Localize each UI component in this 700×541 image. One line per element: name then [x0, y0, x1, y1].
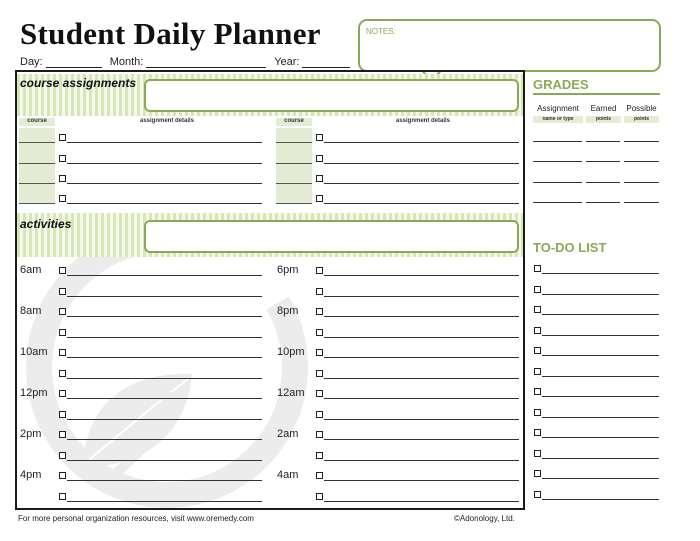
main-planner-box — [15, 70, 525, 510]
year-label: Year: — [274, 56, 300, 68]
day-field[interactable] — [46, 56, 102, 68]
grades-col-earned: Earned — [590, 104, 617, 113]
todo-line[interactable] — [542, 314, 659, 315]
activity-line[interactable] — [67, 275, 262, 276]
activity-line[interactable] — [67, 378, 262, 379]
activity-checkbox[interactable] — [316, 329, 323, 336]
activity-line[interactable] — [324, 419, 519, 420]
activity-line[interactable] — [324, 357, 519, 358]
course-line[interactable] — [276, 163, 312, 164]
time-label: 8am — [20, 305, 42, 317]
grade-line[interactable] — [624, 161, 659, 162]
activity-line[interactable] — [67, 480, 262, 481]
footer-copyright: ©Adonology, Ltd. — [454, 514, 515, 523]
month-field[interactable] — [146, 56, 266, 68]
assignment-checkbox[interactable] — [59, 134, 66, 141]
page-title: Student Daily Planner — [20, 16, 321, 51]
grades-underline — [533, 93, 660, 95]
time-label: 8pm — [277, 305, 299, 317]
notes-box[interactable] — [358, 19, 661, 72]
course-line[interactable] — [276, 203, 312, 204]
activity-checkbox[interactable] — [316, 267, 323, 274]
course-line[interactable] — [19, 163, 55, 164]
todo-checkbox[interactable] — [534, 470, 541, 477]
details-col-header-right: assignment details — [395, 118, 451, 124]
grade-line[interactable] — [586, 202, 620, 203]
grade-line[interactable] — [586, 182, 620, 183]
assignment-line[interactable] — [324, 142, 519, 143]
assignment-checkbox[interactable] — [59, 195, 66, 202]
activity-line[interactable] — [67, 419, 262, 420]
activity-checkbox[interactable] — [316, 472, 323, 479]
course-line[interactable] — [276, 142, 312, 143]
todo-checkbox[interactable] — [534, 409, 541, 416]
time-label: 2am — [277, 428, 299, 440]
assignment-checkbox[interactable] — [59, 175, 66, 182]
time-label: 6am — [20, 264, 42, 276]
activity-checkbox[interactable] — [316, 288, 323, 295]
todo-checkbox[interactable] — [534, 347, 541, 354]
assignment-checkbox[interactable] — [59, 155, 66, 162]
assignment-line[interactable] — [324, 203, 519, 204]
assignment-checkbox[interactable] — [316, 155, 323, 162]
activity-checkbox[interactable] — [59, 411, 66, 418]
grades-col-assignment: Assignment — [537, 104, 579, 113]
todo-line[interactable] — [542, 458, 659, 459]
activity-line[interactable] — [67, 398, 262, 399]
todo-checkbox[interactable] — [534, 265, 541, 272]
activity-checkbox[interactable] — [316, 431, 323, 438]
assignment-line[interactable] — [67, 142, 262, 143]
todo-line[interactable] — [542, 437, 659, 438]
activity-line[interactable] — [324, 378, 519, 379]
grade-line[interactable] — [624, 141, 659, 142]
activity-checkbox[interactable] — [316, 493, 323, 500]
activity-checkbox[interactable] — [316, 370, 323, 377]
grade-line[interactable] — [533, 161, 582, 162]
time-label: 2pm — [20, 428, 42, 440]
course-column-shade-left — [19, 128, 55, 204]
activity-line[interactable] — [67, 316, 262, 317]
activity-line[interactable] — [324, 501, 519, 502]
grades-sub-possible: points — [624, 116, 659, 123]
activity-line[interactable] — [324, 316, 519, 317]
activity-line[interactable] — [324, 296, 519, 297]
time-label: 12am — [277, 387, 305, 399]
activity-checkbox[interactable] — [316, 390, 323, 397]
course-column-shade-right — [276, 128, 312, 204]
todo-line[interactable] — [542, 355, 659, 356]
grade-line[interactable] — [624, 182, 659, 183]
activity-checkbox[interactable] — [59, 390, 66, 397]
activity-checkbox[interactable] — [59, 493, 66, 500]
time-label: 6pm — [277, 264, 299, 276]
activity-line[interactable] — [324, 480, 519, 481]
grade-line[interactable] — [533, 141, 582, 142]
grade-line[interactable] — [533, 202, 582, 203]
todo-checkbox[interactable] — [534, 491, 541, 498]
todo-checkbox[interactable] — [534, 450, 541, 457]
assignment-line[interactable] — [324, 163, 519, 164]
activity-line[interactable] — [67, 337, 262, 338]
assignment-line[interactable] — [67, 203, 262, 204]
activity-checkbox[interactable] — [59, 288, 66, 295]
time-label: 10pm — [277, 346, 305, 358]
todo-title: TO-DO LIST — [533, 240, 607, 255]
grades-sub-assignment: name or type — [533, 116, 583, 123]
grade-line[interactable] — [624, 202, 659, 203]
assignment-line[interactable] — [67, 163, 262, 164]
todo-line[interactable] — [542, 499, 659, 500]
grades-col-possible: Possible — [626, 104, 657, 113]
time-label: 10am — [20, 346, 48, 358]
activities-box[interactable] — [144, 220, 519, 253]
activity-line[interactable] — [324, 398, 519, 399]
time-label: 4pm — [20, 469, 42, 481]
course-line[interactable] — [276, 183, 312, 184]
grade-line[interactable] — [586, 161, 620, 162]
course-line[interactable] — [19, 142, 55, 143]
leaf-watermark-icon — [17, 72, 525, 510]
todo-line[interactable] — [542, 273, 659, 274]
notes-label: NOTES: — [366, 27, 396, 36]
todo-checkbox[interactable] — [534, 429, 541, 436]
grades-title: GRADES — [533, 77, 589, 92]
course-col-header-left: course — [19, 118, 55, 126]
course-line[interactable] — [19, 203, 55, 204]
todo-checkbox[interactable] — [534, 388, 541, 395]
time-label: 4am — [277, 469, 299, 481]
assignment-line[interactable] — [67, 183, 262, 184]
course-assignments-title: course assignments — [20, 76, 137, 90]
footer-left-text: For more personal organization resources, visit www.oremedy.com — [18, 514, 254, 523]
year-field[interactable] — [302, 56, 350, 68]
todo-line[interactable] — [542, 376, 659, 377]
activity-checkbox[interactable] — [59, 370, 66, 377]
activity-line[interactable] — [324, 439, 519, 440]
course-line[interactable] — [19, 183, 55, 184]
grade-line[interactable] — [533, 182, 582, 183]
day-label: Day: — [20, 56, 43, 68]
todo-checkbox[interactable] — [534, 368, 541, 375]
course-assignments-box[interactable] — [144, 79, 519, 112]
grades-sub-earned: points — [586, 116, 621, 123]
activity-checkbox[interactable] — [59, 472, 66, 479]
activity-line[interactable] — [324, 275, 519, 276]
todo-line[interactable] — [542, 417, 659, 418]
assignment-checkbox[interactable] — [316, 175, 323, 182]
course-col-header-right: course — [276, 118, 312, 126]
activity-checkbox[interactable] — [59, 349, 66, 356]
todo-line[interactable] — [542, 478, 659, 479]
activity-line[interactable] — [67, 460, 262, 461]
grade-line[interactable] — [586, 141, 620, 142]
activity-line[interactable] — [67, 296, 262, 297]
month-label: Month: — [109, 56, 144, 68]
assignment-checkbox[interactable] — [316, 134, 323, 141]
activity-checkbox[interactable] — [59, 308, 66, 315]
activity-checkbox[interactable] — [59, 267, 66, 274]
activity-checkbox[interactable] — [316, 411, 323, 418]
activity-checkbox[interactable] — [316, 349, 323, 356]
todo-line[interactable] — [542, 294, 659, 295]
activity-line[interactable] — [67, 357, 262, 358]
todo-checkbox[interactable] — [534, 306, 541, 313]
activity-checkbox[interactable] — [59, 329, 66, 336]
activity-checkbox[interactable] — [59, 431, 66, 438]
activity-checkbox[interactable] — [316, 308, 323, 315]
activities-title: activities — [20, 217, 72, 231]
activity-line[interactable] — [324, 337, 519, 338]
time-label: 12pm — [20, 387, 48, 399]
activity-line[interactable] — [67, 439, 262, 440]
activity-line[interactable] — [67, 501, 262, 502]
date-line — [20, 56, 355, 68]
todo-checkbox[interactable] — [534, 286, 541, 293]
todo-line[interactable] — [542, 335, 659, 336]
activity-line[interactable] — [324, 460, 519, 461]
details-col-header-left: assignment details — [139, 118, 195, 124]
todo-checkbox[interactable] — [534, 327, 541, 334]
assignment-line[interactable] — [324, 183, 519, 184]
activity-checkbox[interactable] — [316, 452, 323, 459]
todo-line[interactable] — [542, 396, 659, 397]
assignment-checkbox[interactable] — [316, 195, 323, 202]
activity-checkbox[interactable] — [59, 452, 66, 459]
